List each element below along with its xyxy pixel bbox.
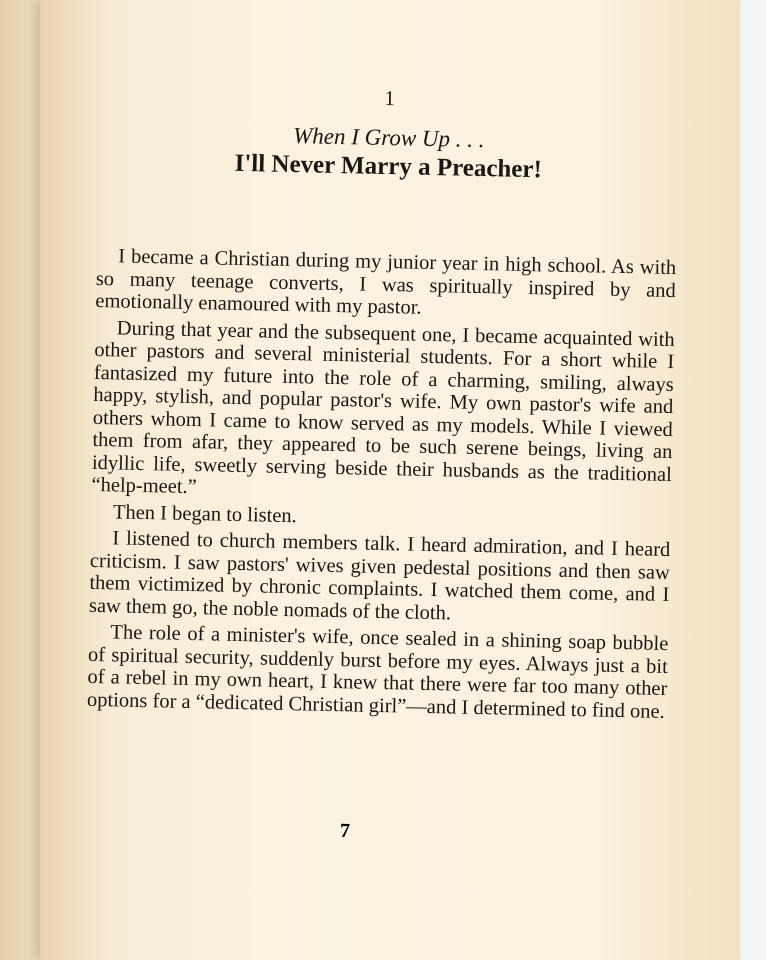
- book-page: [40, 0, 740, 960]
- paragraph-4: I listened to church members talk. I heard admiration, and I heard criticism. I saw pastors' wives given pedestal positions and then saw them victimized by chronic complaints. I watched them come, and I saw them go, the noble nomads of the cloth.: [88, 527, 671, 624]
- paragraph-1: I became a Christian during my junior year in high school. As with so many teenage converts, I was spiritually inspired by and emotionally enamoured with my pastor.: [95, 245, 677, 319]
- chapter-subtitle: When I Grow Up . . .: [292, 123, 485, 153]
- paragraph-3: Then I began to listen.: [112, 500, 298, 527]
- paragraph-5: The role of a minister's wife, once sealed in a shining soap bubble of spiritual security, suddenly burst before my eyes. Always just a bit of a rebel in my own heart, I knew that there were far too many other options for a “dedicated Christian girl”—and I determined to find one.: [86, 621, 669, 723]
- page-number: 7: [339, 819, 351, 843]
- chapter-title: I'll Never Marry a Preacher!: [234, 149, 543, 184]
- page-content: [87, 80, 680, 727]
- paragraph-2: During that year and the subsequent one, I became acquainted with other pastors and several ministerial students. For a short while I fantasized my future into the role of a charming, smiling, always happy, stylish, and popular pastor's wife. My own pastor's wife and others whom I came to know served as my models. While I viewed them from afar, they appeared to be such serene beings, living an idyllic life, sweetly serving beside their husbands as the traditional “help-meet.”: [91, 316, 675, 499]
- chapter-number: 1: [384, 85, 396, 111]
